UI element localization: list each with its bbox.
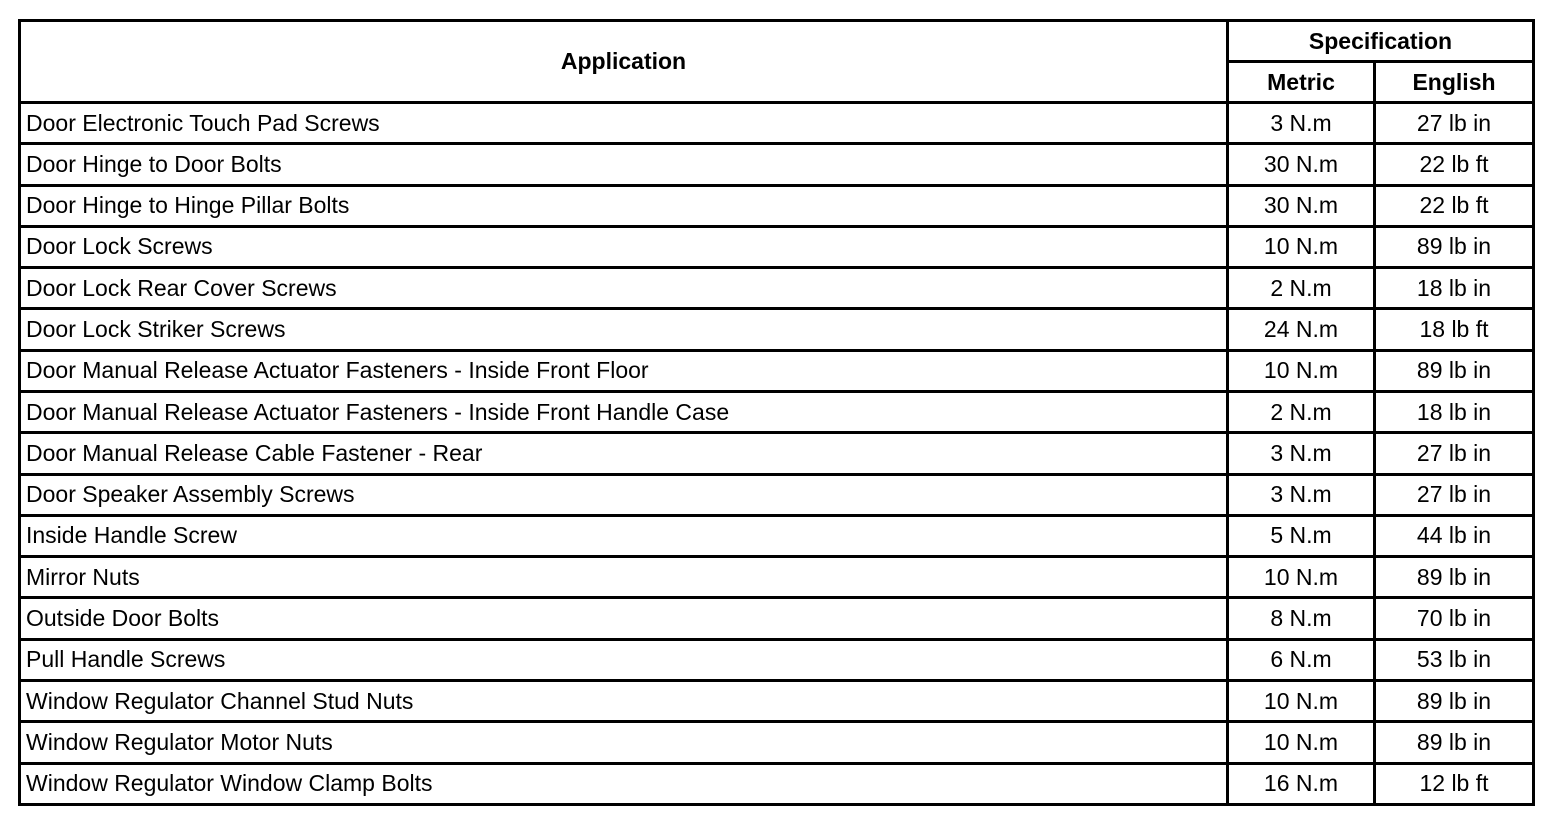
table-row: [20, 598, 1534, 639]
table-row: [20, 680, 1534, 721]
table-row: [20, 268, 1534, 309]
english-cell: 27 lb in: [1375, 433, 1534, 474]
application-cell: Door Lock Rear Cover Screws: [20, 268, 1228, 309]
table-row: [20, 722, 1534, 763]
metric-cell: 8 N.m: [1228, 598, 1375, 639]
metric-cell: 2 N.m: [1228, 391, 1375, 432]
english-cell: 89 lb in: [1375, 350, 1534, 391]
english-cell: 27 lb in: [1375, 474, 1534, 515]
application-cell: Pull Handle Screws: [20, 639, 1228, 680]
table-row: [20, 309, 1534, 350]
english-cell: 18 lb ft: [1375, 309, 1534, 350]
metric-cell: 16 N.m: [1228, 763, 1375, 805]
application-cell: Door Electronic Touch Pad Screws: [20, 103, 1228, 144]
english-cell: 12 lb ft: [1375, 763, 1534, 805]
table-row: [20, 350, 1534, 391]
fastener-torque-spec-table: [18, 19, 1535, 806]
application-cell: Window Regulator Channel Stud Nuts: [20, 680, 1228, 721]
english-cell: 18 lb in: [1375, 391, 1534, 432]
metric-cell: 5 N.m: [1228, 515, 1375, 556]
metric-cell: 10 N.m: [1228, 722, 1375, 763]
english-cell: 22 lb ft: [1375, 185, 1534, 226]
table-row: [20, 763, 1534, 805]
metric-cell: 30 N.m: [1228, 144, 1375, 185]
table-header: [20, 21, 1534, 103]
english-cell: 53 lb in: [1375, 639, 1534, 680]
metric-cell: 3 N.m: [1228, 103, 1375, 144]
application-column-header: Application: [20, 21, 1228, 103]
metric-cell: 10 N.m: [1228, 680, 1375, 721]
metric-column-header: Metric: [1228, 62, 1375, 103]
metric-cell: 2 N.m: [1228, 268, 1375, 309]
english-cell: 89 lb in: [1375, 557, 1534, 598]
metric-cell: 10 N.m: [1228, 350, 1375, 391]
application-cell: Door Speaker Assembly Screws: [20, 474, 1228, 515]
application-cell: Window Regulator Window Clamp Bolts: [20, 763, 1228, 805]
table-row: [20, 391, 1534, 432]
table-row: [20, 226, 1534, 267]
application-cell: Door Lock Striker Screws: [20, 309, 1228, 350]
application-cell: Door Hinge to Door Bolts: [20, 144, 1228, 185]
metric-cell: 30 N.m: [1228, 185, 1375, 226]
metric-cell: 3 N.m: [1228, 474, 1375, 515]
metric-cell: 3 N.m: [1228, 433, 1375, 474]
english-cell: 44 lb in: [1375, 515, 1534, 556]
english-cell: 89 lb in: [1375, 226, 1534, 267]
application-cell: Door Lock Screws: [20, 226, 1228, 267]
header-row-top: [20, 21, 1534, 62]
table-body: [20, 103, 1534, 805]
application-cell: Outside Door Bolts: [20, 598, 1228, 639]
english-cell: 27 lb in: [1375, 103, 1534, 144]
application-cell: Door Hinge to Hinge Pillar Bolts: [20, 185, 1228, 226]
table-row: [20, 433, 1534, 474]
table-row: [20, 474, 1534, 515]
english-cell: 18 lb in: [1375, 268, 1534, 309]
application-cell: Window Regulator Motor Nuts: [20, 722, 1228, 763]
table-row: [20, 144, 1534, 185]
english-cell: 22 lb ft: [1375, 144, 1534, 185]
application-cell: Door Manual Release Actuator Fasteners - Inside Front Handle Case: [20, 391, 1228, 432]
metric-cell: 6 N.m: [1228, 639, 1375, 680]
metric-cell: 10 N.m: [1228, 226, 1375, 267]
application-cell: Door Manual Release Cable Fastener - Rear: [20, 433, 1228, 474]
specification-column-header: Specification: [1228, 21, 1534, 62]
table-row: [20, 515, 1534, 556]
table-row: [20, 639, 1534, 680]
metric-cell: 24 N.m: [1228, 309, 1375, 350]
table-row: [20, 557, 1534, 598]
english-cell: 70 lb in: [1375, 598, 1534, 639]
english-cell: 89 lb in: [1375, 680, 1534, 721]
table-row: [20, 185, 1534, 226]
english-cell: 89 lb in: [1375, 722, 1534, 763]
application-cell: Inside Handle Screw: [20, 515, 1228, 556]
english-column-header: English: [1375, 62, 1534, 103]
metric-cell: 10 N.m: [1228, 557, 1375, 598]
application-cell: Mirror Nuts: [20, 557, 1228, 598]
application-cell: Door Manual Release Actuator Fasteners - Inside Front Floor: [20, 350, 1228, 391]
table-row: [20, 103, 1534, 144]
